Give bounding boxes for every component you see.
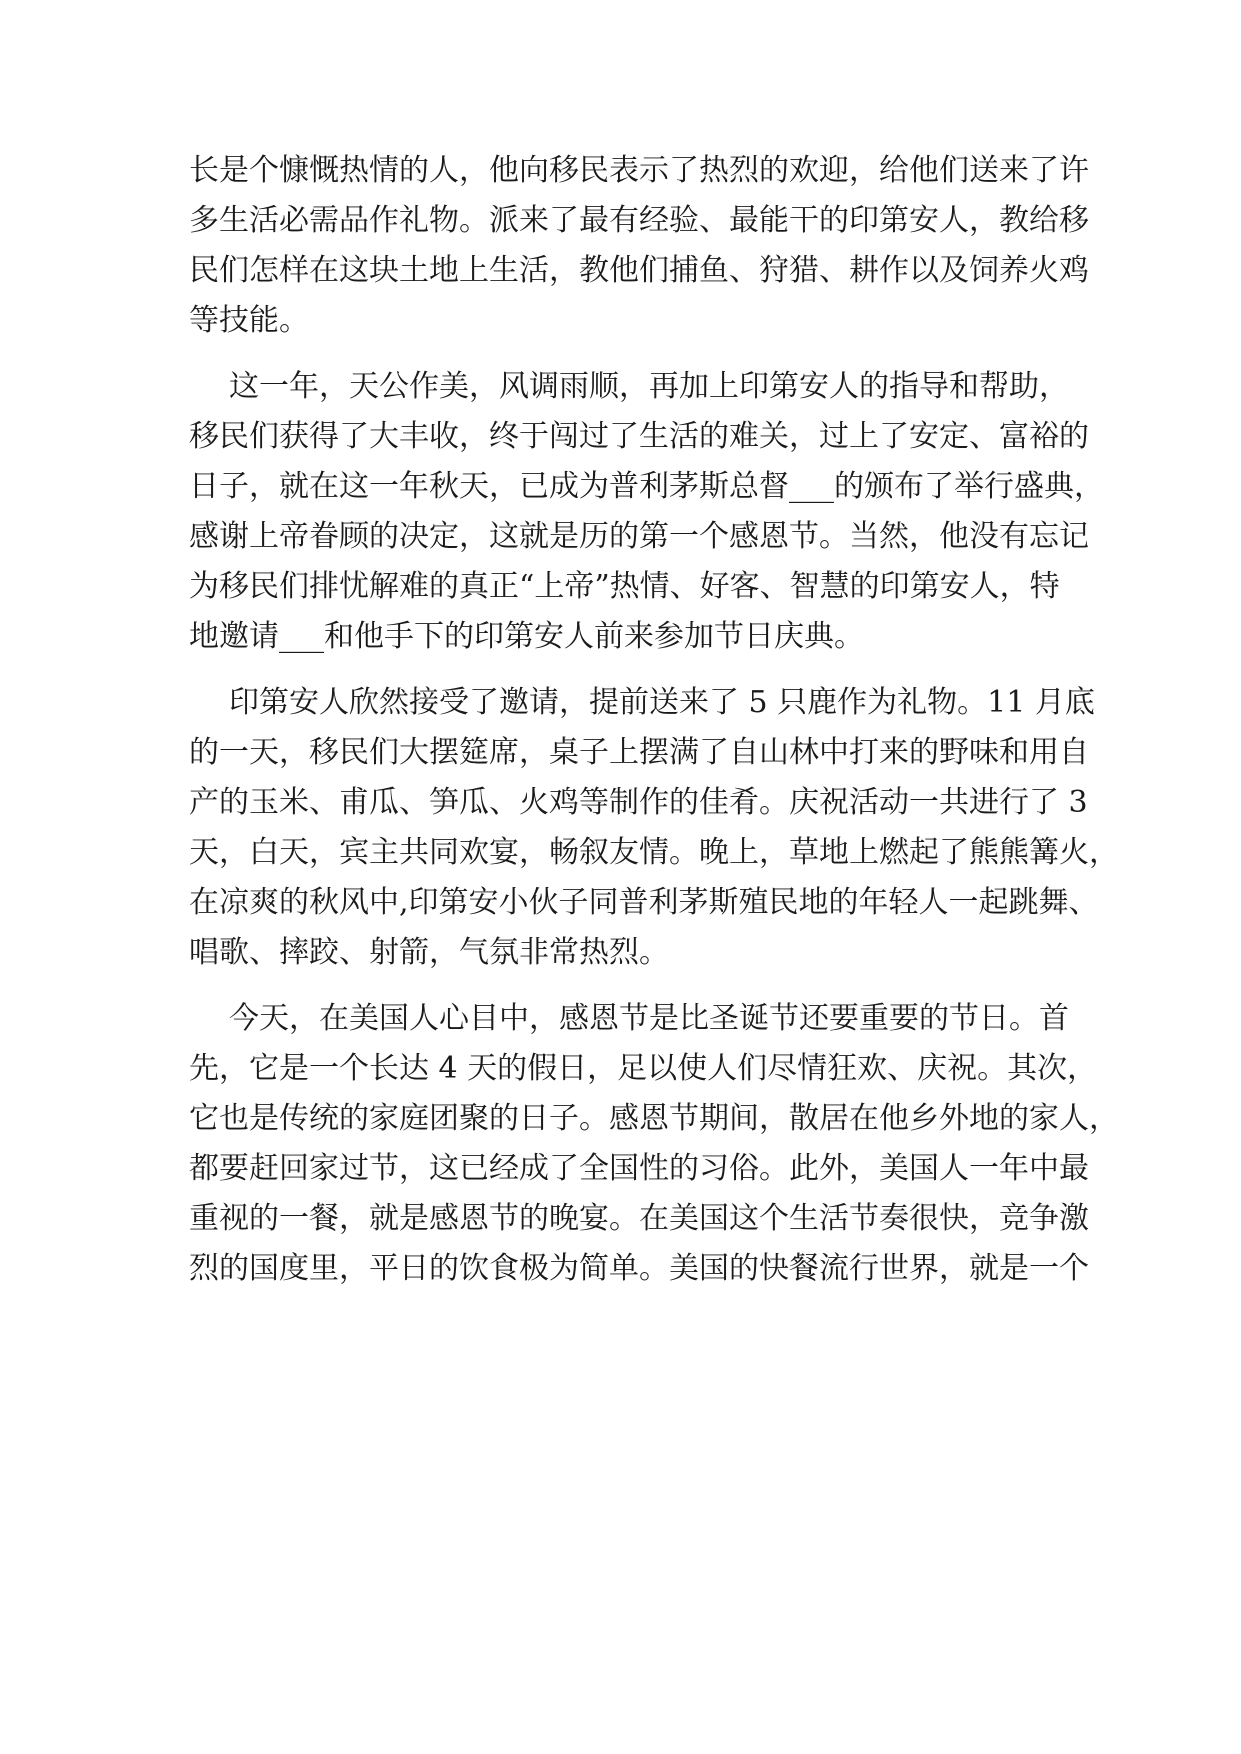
text-line: 先，它是一个长达 4 天的假日，足以使人们尽情狂欢、庆祝。其次，: [189, 1051, 1098, 1086]
text-line: 唱歌、摔跤、射箭，气氛非常热烈。: [189, 935, 669, 970]
body-text: [189, 146, 1119, 1294]
text-line: 重视的一餐，就是感恩节的晚宴。在美国这个生活节奏很快，竞争激: [189, 1201, 1089, 1236]
text-line: 的一天，移民们大摆筵席，桌子上摆满了自山林中打来的野味和用自: [189, 735, 1089, 770]
text-line: 印第安人欣然接受了邀请，提前送来了 5 只鹿作为礼物。11 月底: [229, 685, 1095, 720]
text-line: 多生活必需品作礼物。派来了最有经验、最能干的印第安人，教给移: [189, 203, 1089, 238]
text-line: 感谢上帝眷顾的决定，这就是历的第一个感恩节。当然，他没有忘记: [189, 519, 1089, 554]
text-line: 移民们获得了大丰收，终于闯过了生活的难关，过上了安定、富裕的: [189, 419, 1089, 454]
text-line: 在凉爽的秋风中,印第安小伙子同普利茅斯殖民地的年轻人一起跳舞、: [189, 885, 1099, 920]
text-line: 为移民们排忧解难的真正“上帝”热情、好客、智慧的印第安人，特: [189, 569, 1060, 604]
text-line: 今天，在美国人心目中，感恩节是比圣诞节还要重要的节日。首: [229, 1001, 1069, 1036]
text-line: 地邀请___和他手下的印第安人前来参加节日庆典。: [189, 619, 864, 654]
text-line: 烈的国度里，平日的饮食极为简单。美国的快餐流行世界，就是一个: [189, 1251, 1089, 1286]
text-line: 日子，就在这一年秋天，已成为普利茅斯总督___的颁布了举行盛典，: [189, 469, 1104, 504]
text-line: 长是个慷慨热情的人，他向移民表示了热烈的欢迎，给他们送来了许: [189, 153, 1089, 188]
text-line: 都要赶回家过节，这已经成了全国性的习俗。此外，美国人一年中最: [189, 1151, 1089, 1186]
paragraph-gap: [189, 662, 1049, 678]
paragraph-gap: [189, 346, 1049, 362]
paragraph-gap: [189, 978, 1049, 994]
text-line: 等技能。: [189, 303, 309, 338]
text-line: 天，白天，宾主共同欢宴，畅叙友情。晚上，草地上燃起了熊熊篝火，: [189, 835, 1119, 870]
text-line: 产的玉米、甫瓜、笋瓜、火鸡等制作的佳肴。庆祝活动一共进行了 3: [189, 785, 1088, 820]
text-line: 它也是传统的家庭团聚的日子。感恩节期间，散居在他乡外地的家人，: [189, 1101, 1119, 1136]
text-line: 这一年，天公作美，风调雨顺，再加上印第安人的指导和帮助，: [229, 369, 1069, 404]
text-line: 民们怎样在这块土地上生活，教他们捕鱼、狩猎、耕作以及饲养火鸡: [189, 253, 1089, 288]
